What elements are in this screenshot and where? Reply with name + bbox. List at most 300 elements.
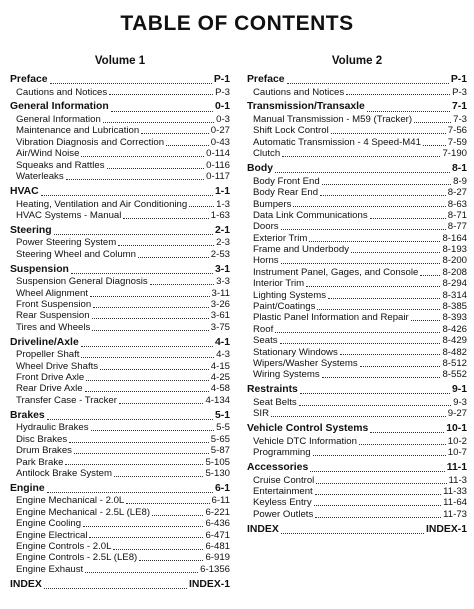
page-number: 6-221 [205,506,230,518]
toc-entry[interactable] [247,408,467,419]
section-heading[interactable] [247,423,467,436]
page-number: 11-73 [443,508,467,520]
toc-entry[interactable] [10,530,230,541]
dot-leader [109,94,213,95]
page-number: 5-130 [205,467,230,479]
toc-entry[interactable] [10,518,230,529]
entry-title: Vibration Diagnosis and Correction [16,136,165,148]
section-heading[interactable] [247,74,467,87]
entry-title: Body Rear End [253,187,319,199]
toc-entry[interactable] [247,233,467,244]
toc-entry[interactable] [247,301,467,312]
toc-entry[interactable] [247,369,467,380]
toc-entry[interactable] [10,125,230,136]
page-number: 4-15 [210,360,230,372]
entry-title: Disc Brakes [16,433,68,445]
toc-section [247,423,467,458]
dot-leader [100,369,209,370]
toc-entry[interactable] [247,486,467,497]
page-number: 3-3 [216,276,230,288]
page-number: 4-3 [216,349,230,361]
dot-leader [420,275,440,276]
toc-entry[interactable] [247,210,467,221]
page-number: 8-208 [442,266,467,278]
dot-leader [41,195,213,196]
entry-title: Drum Brakes [16,445,72,457]
entry-title: Roof [253,323,274,335]
dot-leader [126,503,209,504]
section-heading[interactable] [10,186,230,199]
toc-entry[interactable] [247,347,467,358]
page-number: 0-116 [206,159,230,171]
toc-section [247,163,467,381]
page-number: 6-11 [211,495,230,507]
page-number: 3-1 [214,263,230,275]
toc-section [10,74,230,98]
toc-entry[interactable] [247,199,467,210]
toc-entry[interactable] [247,509,467,520]
dot-leader [90,296,210,297]
dot-leader [367,111,450,112]
dot-leader [81,156,204,157]
dot-leader [91,430,215,431]
toc-entry[interactable] [10,171,230,182]
entry-title: Instrument Panel, Gages, and Console [253,266,419,278]
entry-title: Power Outlets [253,508,314,520]
dot-leader [314,505,442,506]
dot-leader [317,309,440,310]
page-number: 5-105 [205,456,230,468]
toc-entry[interactable] [247,114,467,125]
section-heading[interactable] [10,337,230,350]
dot-leader [275,332,440,333]
page-title: TABLE OF CONTENTS [120,12,354,35]
page-number: 1-63 [210,209,230,221]
section-heading[interactable] [10,225,230,238]
dot-leader [281,533,424,534]
entry-title: Stationary Windows [253,346,338,358]
dot-leader [107,168,205,169]
section-heading[interactable] [10,101,230,114]
dot-leader [328,298,440,299]
dot-leader [322,184,451,185]
page-number: 1-1 [214,185,230,197]
page-number: 4-58 [210,383,230,395]
page-number: 6-1 [214,482,230,494]
page-number: 0-3 [216,114,230,126]
dot-leader [111,111,213,112]
section-title: Transmission/Transaxle [247,101,365,113]
section-title: Preface [10,74,48,85]
page-number: 6-1356 [200,563,230,575]
page-number: 8-429 [442,335,467,347]
page-number: 6-919 [205,552,230,564]
dot-leader [310,471,445,472]
dot-leader [83,526,203,527]
toc-entry[interactable] [247,475,467,486]
entry-title: Steering Wheel and Column [16,248,136,260]
toc-entry[interactable] [247,255,467,266]
dot-leader [340,354,441,355]
section-heading[interactable] [247,384,467,397]
toc-entry[interactable] [10,160,230,171]
page-number: 7-56 [447,125,467,137]
entry-title: Squeaks and Rattles [16,159,105,171]
toc-entry[interactable] [10,395,230,406]
toc-entry[interactable] [10,249,230,260]
entry-title: Engine Cooling [16,518,82,530]
dot-leader [300,393,450,394]
entry-title: Wheel Alignment [16,287,88,299]
dot-leader [92,330,209,331]
toc-section [10,186,230,221]
entry-title: Wiring Systems [253,369,320,381]
page-number: 8-71 [447,209,467,221]
section-title: Preface [247,74,285,85]
section-title: Restraints [247,384,298,396]
dot-leader [114,476,203,477]
entry-title: Vehicle DTC Information [253,435,357,447]
section-title: Brakes [10,409,45,421]
entry-title: Rear Suspension [16,310,90,322]
toc-entry[interactable] [10,299,230,310]
page-number: 8-294 [442,278,467,290]
section-heading[interactable] [10,264,230,277]
entry-title: Front Suspension [16,299,92,311]
page-number: 0-117 [206,171,230,183]
entry-title: Entertainment [253,485,313,497]
toc-entry[interactable] [247,148,467,159]
page-number: P-1 [213,74,230,85]
toc-entry[interactable] [10,199,230,210]
dot-leader [50,83,212,84]
entry-title: Transfer Case - Tracker [16,394,117,406]
dot-leader [411,320,441,321]
dot-leader [113,549,203,550]
section-heading[interactable] [10,410,230,423]
toc-section [10,579,230,592]
dot-leader [275,172,450,173]
toc-entry[interactable] [10,349,230,360]
entry-title: Wipers/Washer Systems [253,357,358,369]
section-heading[interactable] [10,74,230,87]
dot-leader [351,252,440,253]
entry-title: Programming [253,447,311,459]
toc-entry[interactable] [247,87,467,98]
section-heading[interactable] [247,101,467,114]
toc-entry[interactable] [10,87,230,98]
entry-title: Lighting Systems [253,289,327,301]
section-title: Vehicle Control Systems [247,423,369,435]
toc-entry[interactable] [10,541,230,552]
entry-title: Engine Exhaust [16,563,84,575]
page-number: 5-1 [214,409,230,421]
toc-entry[interactable] [10,564,230,575]
toc-entry[interactable] [10,322,230,333]
entry-title: Antilock Brake System [16,467,112,479]
section-heading[interactable] [10,579,230,592]
section-title: Accessories [247,462,309,474]
toc-entry[interactable] [10,422,230,433]
entry-title: Seat Belts [253,396,297,408]
entry-title: Maintenance and Lubrication [16,125,140,137]
toc-entry[interactable] [247,497,467,508]
page-number: 8-193 [442,244,467,256]
section-heading[interactable] [247,462,467,475]
entry-title: Waterleaks [16,171,64,183]
toc-entry[interactable] [10,361,230,372]
page-number: 8-552 [442,369,467,381]
entry-title: Cruise Control [253,474,315,486]
dot-leader [281,229,446,230]
page-number: INDEX-1 [426,523,467,535]
toc-section [10,225,230,260]
toc-entry[interactable] [247,312,467,323]
toc-entry[interactable] [10,372,230,383]
dot-leader [331,133,446,134]
entry-title: Clutch [253,148,281,160]
dot-leader [316,483,446,484]
dot-leader [360,366,441,367]
dot-leader [299,405,451,406]
dot-leader [152,515,203,516]
toc-section [247,524,467,537]
dot-leader [287,83,449,84]
page-number: 8-482 [442,346,467,358]
dot-leader [119,403,204,404]
toc-entry[interactable] [247,187,467,198]
toc-entry[interactable] [247,447,467,458]
entry-title: Seats [253,335,278,347]
toc-entry[interactable] [10,276,230,287]
section-heading[interactable] [247,524,467,537]
toc-entry[interactable] [247,290,467,301]
dot-leader [320,195,446,196]
entry-title: Manual Transmission - M59 (Tracker) [253,114,413,126]
toc-section [247,384,467,419]
page-number: 9-3 [453,396,467,408]
toc-entry[interactable] [247,335,467,346]
volume-1-column [10,54,230,595]
entry-title: Body Front End [253,175,320,187]
page-number: 8-314 [442,289,467,301]
page-number: 8-426 [442,323,467,335]
toc-entry[interactable] [247,176,467,187]
dot-leader [54,234,213,235]
page-number: 8-77 [447,221,467,233]
page-number: 6-481 [205,540,230,552]
page-number: 8-27 [447,187,467,199]
toc-section [247,74,467,98]
entry-title: Engine Mechanical - 2.5L (LE8) [16,506,151,518]
entry-title: Plastic Panel Information and Repair [253,312,409,324]
page-number: 9-1 [451,384,467,396]
page-number: 3-61 [210,310,230,322]
dot-leader [65,464,203,465]
dot-leader [93,307,209,308]
dot-leader [150,284,214,285]
entry-title: Park Brake [16,456,64,468]
page-number: 6-436 [205,518,230,530]
entry-title: Interior Trim [253,278,305,290]
toc-entry[interactable] [10,445,230,456]
page-number: 5-65 [210,433,230,445]
toc-entry[interactable] [247,436,467,447]
dot-leader [123,218,208,219]
entry-title: Tires and Wheels [16,321,91,333]
dot-leader [86,380,209,381]
dot-leader [139,560,203,561]
entry-title: Horns [253,255,279,267]
toc-entry[interactable] [247,278,467,289]
entry-title: Engine Mechanical - 2.0L [16,495,125,507]
toc-entry[interactable] [10,507,230,518]
toc-entry[interactable] [10,137,230,148]
dot-leader [85,572,198,573]
dot-leader [322,377,441,378]
toc-entry[interactable] [247,267,467,278]
toc-entry[interactable] [10,457,230,468]
dot-leader [282,156,440,157]
page-number: 3-75 [210,321,230,333]
page-number: 0-1 [214,101,230,113]
dot-leader [66,179,205,180]
page-number: 11-1 [446,462,467,474]
page-number: 5-87 [210,445,230,457]
dot-leader [423,145,446,146]
dot-leader [138,257,209,258]
page-number: 2-1 [214,224,230,236]
dot-leader [141,133,209,134]
toc-entry[interactable] [10,210,230,221]
entry-title: Engine Electrical [16,529,88,541]
page-number: 4-25 [210,372,230,384]
dot-leader [306,286,440,287]
entry-title: Paint/Coatings [253,301,316,313]
page-number: INDEX-1 [189,578,230,590]
page-number: 0-114 [206,148,230,160]
page-number: 6-471 [205,529,230,541]
toc-entry[interactable] [247,324,467,335]
entry-title: Shift Lock Control [253,125,329,137]
section-title: Suspension [10,263,69,275]
page-number: 3-11 [211,287,230,299]
page-number: 11-64 [443,497,467,509]
volume-heading: Volume 1 [94,55,146,67]
page-number: 3-26 [210,299,230,311]
section-title: INDEX [247,523,279,535]
toc-entry[interactable] [247,397,467,408]
toc-entry[interactable] [10,383,230,394]
entry-title: Cautions and Notices [16,86,108,98]
page-number: P-3 [452,86,467,98]
toc-entry[interactable] [10,310,230,321]
dot-leader [370,218,446,219]
page-number: 4-1 [214,336,230,348]
dot-leader [103,122,214,123]
dot-leader [315,517,441,518]
toc-entry[interactable] [10,495,230,506]
page-number: 8-9 [453,175,467,187]
page-number: P-1 [450,74,467,85]
section-heading[interactable] [10,483,230,496]
dot-leader [414,122,451,123]
page-number: 2-3 [216,237,230,249]
page-number: 1-3 [216,198,230,210]
entry-title: Engine Controls - 2.0L [16,540,112,552]
page-number: 0-43 [210,136,230,148]
toc-section [10,337,230,407]
toc-entry[interactable] [10,468,230,479]
section-heading[interactable] [247,163,467,176]
page-number: 7-3 [453,114,467,126]
dot-leader [47,492,213,493]
page-number: 7-59 [447,136,467,148]
toc-section [10,101,230,182]
entry-title: Front Drive Axle [16,372,85,384]
dot-leader [346,94,450,95]
section-title: Steering [10,224,52,236]
toc-entry[interactable] [247,244,467,255]
page-number: 0-27 [210,125,230,137]
toc-entry[interactable] [247,137,467,148]
volume-heading: Volume 2 [331,55,383,67]
toc-entry[interactable] [10,288,230,299]
dot-leader [189,206,214,207]
dot-leader [118,245,214,246]
entry-title: Keyless Entry [253,497,312,509]
toc-entry[interactable] [10,434,230,445]
entry-title: Frame and Underbody [253,244,349,256]
dot-leader [47,419,213,420]
page-number: 5-5 [216,422,230,434]
section-title: INDEX [10,578,42,590]
toc-entry[interactable] [10,148,230,159]
entry-title: Air/Wind Noise [16,148,80,160]
dot-leader [166,145,209,146]
page-number: P-3 [215,86,230,98]
entry-title: Wheel Drive Shafts [16,360,99,372]
dot-leader [271,416,446,417]
entry-title: Bumpers [253,198,292,210]
page-number: 8-63 [447,198,467,210]
entry-title: Doors [253,221,279,233]
entry-title: Data Link Communications [253,209,368,221]
entry-title: Engine Controls - 2.5L (LE8) [16,552,138,564]
page-number: 11-33 [443,485,467,497]
toc-entry[interactable] [10,552,230,563]
page-number: 8-200 [442,255,467,267]
section-title: General Information [10,101,109,113]
toc-section [10,410,230,480]
toc-entry[interactable] [10,237,230,248]
page-number: 10-7 [447,447,467,459]
section-title: HVAC [10,185,39,197]
toc-entry[interactable] [247,125,467,136]
toc-section [247,101,467,159]
entry-title: Exterior Trim [253,232,308,244]
toc-entry[interactable] [247,221,467,232]
page-number: 2-53 [210,248,230,260]
page-number: 8-512 [442,357,467,369]
volume-2-column [247,54,467,540]
page-number: 10-1 [446,423,467,435]
toc-entry[interactable] [10,114,230,125]
section-title: Driveline/Axle [10,336,79,348]
entry-title: Heating, Ventilation and Air Conditioning [16,198,188,210]
dot-leader [85,391,209,392]
toc-entry[interactable] [247,358,467,369]
